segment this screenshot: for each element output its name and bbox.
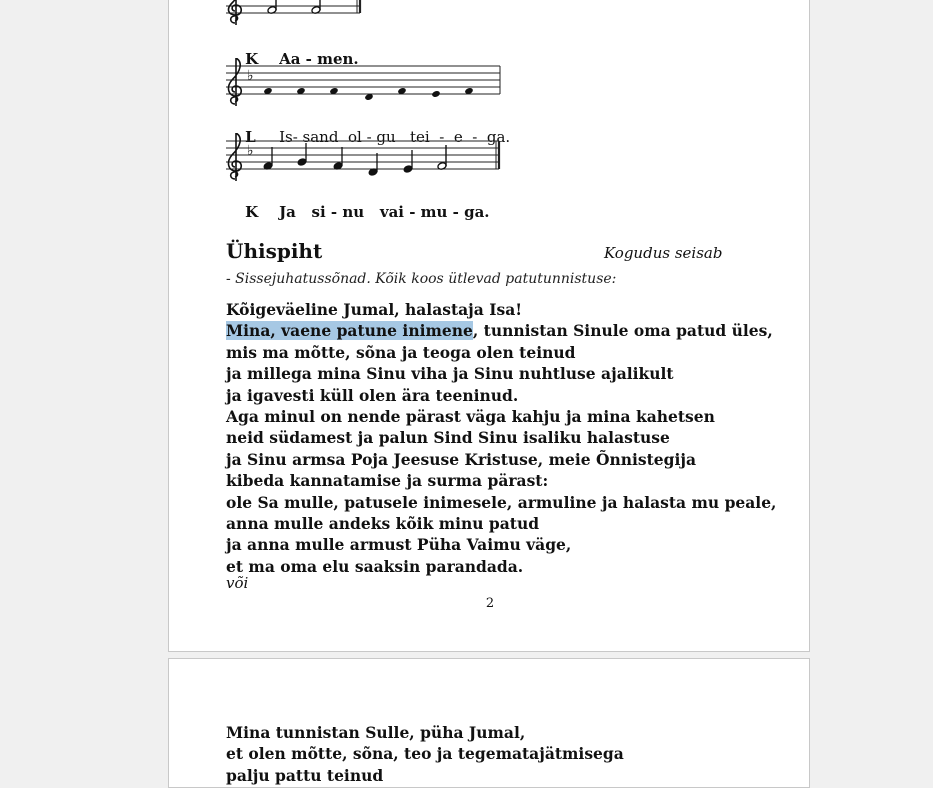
lyric-text: Aa - men. (279, 50, 359, 68)
prayer-line[interactable]: Kõigeväeline Jumal, halastaja Isa! (226, 300, 523, 319)
treble-clef-icon (229, 58, 242, 106)
confession-prayer[interactable] (226, 299, 776, 577)
speaker-k: K (245, 203, 259, 221)
prayer-line[interactable]: kibeda kannatamise ja surma pärast: (226, 471, 549, 491)
text-selection[interactable]: Mina, vaene patune inimene (226, 321, 473, 341)
flat-sign: ♭ (247, 68, 254, 84)
or-word: või (226, 574, 249, 592)
music-staff-amen (226, 0, 366, 31)
prayer-line[interactable]: et ma oma elu saaksin parandada. (226, 556, 524, 576)
prayer-line[interactable]: Aga minul on nende pärast väga kahju ja mina kahetsen (226, 406, 715, 426)
alternative-confession[interactable] (226, 722, 624, 786)
lyric-text: Ja si - nu vai - mu - ga. (279, 203, 490, 221)
prayer-line[interactable]: neid südamest ja palun Sind Sinu isaliku halastuse (226, 428, 670, 448)
prayer-line[interactable]: mis ma mõtte, sõna ja teoga olen teinud (226, 342, 576, 362)
prayer-line[interactable]: ja millega mina Sinu viha ja Sinu nuhtluse ajalikult (226, 364, 674, 384)
prayer-line[interactable]: ja igavesti küll olen ära teeninud. (226, 385, 519, 405)
music-staff-ja-sinu (226, 133, 506, 183)
music-staff-issand (226, 58, 506, 108)
speaker-k: K (245, 50, 259, 68)
flat-sign: ♭ (247, 143, 254, 159)
prayer-line[interactable]: palju pattu teinud (226, 765, 384, 785)
document-page-2 (168, 0, 810, 652)
section-heading: Ühispiht (226, 239, 323, 263)
prayer-line[interactable]: ole Sa mulle, patusele inimesele, armuline ja halasta mu peale, (226, 492, 777, 512)
page-number: 2 (485, 596, 495, 611)
treble-clef-icon (229, 133, 242, 181)
lyric-line-ja-sinu (226, 185, 490, 239)
speaker-l: L (245, 128, 256, 146)
prayer-line-selected[interactable] (226, 320, 776, 341)
prayer-line[interactable]: Mina tunnistan Sulle, püha Jumal, (226, 723, 526, 742)
prayer-line[interactable]: et olen mõtte, sõna, teo ja tegematajätmisega (226, 744, 624, 764)
document-page-3 (168, 658, 810, 788)
prayer-line[interactable]: ja Sinu armsa Poja Jeesuse Kristuse, meie Õnnistegija (226, 449, 697, 469)
stage-direction: Kogudus seisab (604, 244, 723, 262)
intro-instruction: - Sissejuhatussõnad. Kõik koos ütlevad patutunnistuse: (226, 271, 617, 287)
prayer-line[interactable]: anna mulle andeks kõik minu patud (226, 513, 540, 533)
prayer-line[interactable]: ja anna mulle armust Püha Vaimu väge, (226, 535, 572, 555)
lyric-text: Is- sand ol - gu tei - e - ga. (279, 128, 511, 146)
prayer-line-rest: , tunnistan Sinule oma patud üles, (472, 321, 773, 341)
